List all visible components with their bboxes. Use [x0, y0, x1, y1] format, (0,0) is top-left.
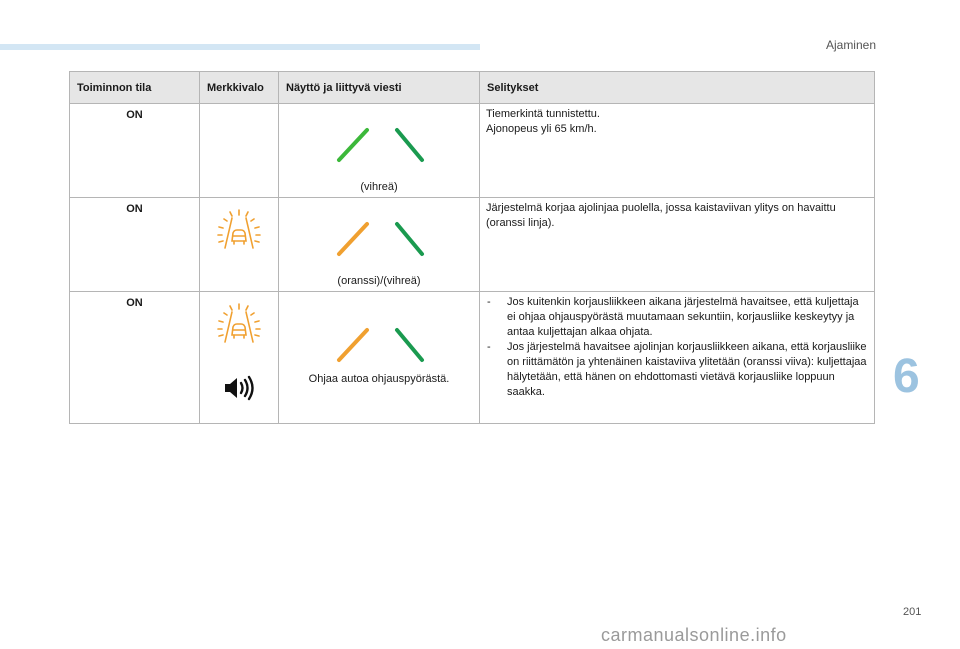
display-caption: (oranssi)/(vihreä) — [337, 275, 421, 287]
table-row — [70, 292, 875, 424]
description-line: Ajonopeus yli 65 km/h. — [486, 123, 597, 135]
description-line: Järjestelmä korjaa ajolinjaa puolella, jossa kaistaviivan ylitys on havaittu (oranssi linja). — [486, 202, 836, 229]
column-header: Selitykset — [480, 72, 875, 104]
display-cell — [279, 198, 480, 292]
description-cell — [480, 198, 875, 292]
lane-lines-display-icon — [279, 104, 480, 166]
header-accent-bar — [0, 44, 480, 50]
description-bullet: - Jos järjestelmä havaitsee ajolinjan korjausliikkeen aikana, että korjausliike on riittämätön ja yhtenäinen kaistaviiva ylitetään (oranssi viiva): kuljettajaa hälytetään, että hänen on ehdottomasti vietävä korjausliike loppuun saakka. — [486, 340, 868, 400]
right-lane-line — [397, 224, 422, 254]
watermark: carmanualsonline.info — [601, 625, 787, 645]
page-number: 201 — [903, 606, 922, 618]
lamp-cell — [200, 198, 279, 292]
state-cell: ON — [70, 198, 200, 292]
table-row — [70, 198, 875, 292]
display-cell — [279, 104, 480, 198]
lamp-cell — [200, 292, 279, 424]
left-lane-line — [339, 130, 367, 160]
description-cell — [480, 292, 875, 424]
section-title: Ajaminen — [825, 38, 876, 52]
state-cell: ON — [70, 104, 200, 198]
lane-lines-display-icon — [279, 198, 480, 260]
column-header: Näyttö ja liittyvä viesti — [279, 72, 480, 104]
lamp-cell — [200, 104, 279, 198]
column-header: Toiminnon tila — [70, 72, 200, 104]
state-cell: ON — [70, 292, 200, 424]
display-caption: (vihreä) — [360, 181, 398, 193]
description-cell — [480, 104, 875, 198]
lane-lines-display-icon — [279, 304, 480, 366]
left-lane-line — [339, 330, 367, 360]
chapter-number: 6 — [893, 350, 920, 403]
display-caption: Ohjaa autoa ohjauspyörästä. — [308, 373, 450, 385]
right-lane-line — [397, 330, 422, 360]
description-bullet: - Jos kuitenkin korjausliikkeen aikana järjestelmä havaitsee, että kuljettaja ei ohjaa ohjauspyörästä muutamaan sekuntiin, korjausliike keskeytyy ja antaa kuljettajan alkaa ohjata. — [486, 295, 868, 340]
table-row — [70, 104, 875, 198]
display-cell — [279, 292, 480, 424]
lane-keep-warning-icon — [216, 302, 262, 348]
lane-keep-warning-icon — [216, 208, 262, 254]
right-lane-line — [397, 130, 422, 160]
column-header: Merkkivalo — [200, 72, 279, 104]
function-status-table — [69, 71, 875, 424]
description-line: Tiemerkintä tunnistettu. — [486, 108, 600, 120]
speaker-icon — [222, 373, 256, 403]
left-lane-line — [339, 224, 367, 254]
table-header-row — [70, 72, 875, 104]
description-bullets — [486, 295, 868, 400]
